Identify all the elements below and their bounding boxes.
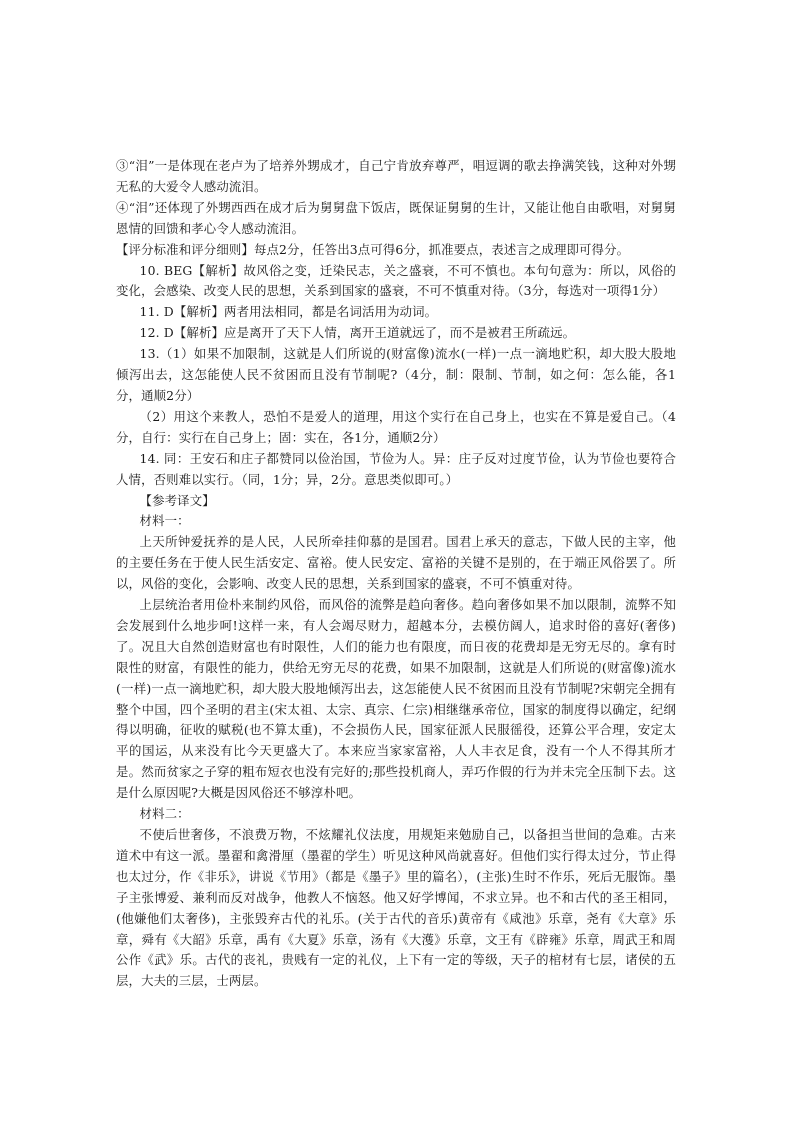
answer-11: 11. D【解析】两者用法相同，都是名词活用为动词。 <box>139 304 438 320</box>
answer-14: 14. 同：王安石和庄子都赞同以俭治国，节俭为人。异：庄子反对过度节俭，认为节俭也要符合人情，否则难以实行。（同，1分；异，2分。意思类似即可。） <box>116 450 676 487</box>
document-body <box>116 156 676 992</box>
answer-13-2: （2）用这个来教人，恐怕不是爱人的道理，用这个实行在自己身上，也实在不算是爱自己。（4分，自行：实行在自己身上；固：实在，各1分，通顺2分） <box>116 408 676 445</box>
material-1-paragraph: 上天所钟爱抚养的是人民，人民所牵挂仰慕的是国君。国君上承天的意志，下做人民的主宰，他的主要任务在于使人民生活安定、富裕。使人民安定、富裕的关键不是别的，在于端正风俗罢了。所以，风俗的变化，会影响、改变人民的思想，关系到国家的盛衰，不可不慎重对待。 <box>116 534 676 592</box>
answer-paragraph-4: ④“泪”还体现了外甥西西在成才后为舅舅盘下饭店，既保证舅舅的生计，又能让他自由歌唱，对舅舅恩情的回馈和孝心令人感动流泪。 <box>116 199 676 236</box>
answer-13-1: 13.（1）如果不加限制，这就是人们所说的(财富像)流水(一样)一点一滴地贮积，却大股大股地倾泻出去，这怎能使人民不贫困而且没有节制呢?（4分，制：限制、节制，如之何：怎么能，各1分，通顺2分） <box>116 346 676 403</box>
scoring-criteria: 【评分标准和评分细则】每点2分，任答出3点可得6分，抓准要点，表述言之成理即可得分。 <box>116 241 630 257</box>
material-1-title: 材料一： <box>139 513 190 529</box>
material-2-title: 材料二： <box>139 806 190 822</box>
translation-heading: 【参考译文】 <box>139 492 215 508</box>
material-2-paragraph: 不使后世奢侈，不浪费万物，不炫耀礼仪法度，用规矩来勉励自己，以备担当世间的急难。古来道术中有这一派。墨翟和禽滑厘（墨翟的学生）听见这种风尚就喜好。但他们实行得太过分，节止得也太过分，作《非乐》，讲说《节用》（都是《墨子》里的篇名），(主张)生时不作乐，死后无服饰。墨子主张博爱、兼利而反对战争，他教人不恼怒。他又好学博闻，不求立异。也不和古代的圣王相同，(他嫌他们太奢侈)，主张毁弃古代的礼乐。(关于古代的音乐)黄帝有《咸池》乐章，尧有《大章》乐章，舜有《大韶》乐章，禹有《大夏》乐章，汤有《大濩》乐章，文王有《辟雍》乐章，周武王和周公作《武》乐。古代的丧礼，贵贱有一定的礼仪，上下有一定的等级，天子的棺材有七层，诸侯的五层，大夫的三层，士两层。 <box>116 827 676 989</box>
answer-12: 12. D【解析】应是离开了天下人情，离开王道就远了，而不是被君王所疏远。 <box>139 325 576 341</box>
answer-10: 10. BEG【解析】故风俗之变，迁染民志，关之盛衰，不可不慎也。本句句意为：所以，风俗的变化，会感染、改变人民的思想，关系到国家的盛衰，不可不慎重对待。（3分，每选对一项得1分） <box>116 262 676 299</box>
answer-paragraph-3: ③“泪”一是体现在老卢为了培养外甥成才，自己宁肯放弃尊严，唱逗调的歌去挣满笑钱，这种对外甥无私的大爱令人感动流泪。 <box>116 158 676 194</box>
material-1-paragraph: 上层统治者用俭朴来制约风俗，而风俗的流弊是趋向奢侈。趋向奢侈如果不加以限制，流弊不知会发展到什么地步呵!这样一来，有人会竭尽财力，超越本分，去模仿阔人，追求时俗的喜好(奢侈)了。况且大自然创造财富也有时限性，人们的能力也有限度，而日夜的花费却是无穷无尽的。拿有时限性的财富，有限性的能力，供给无穷无尽的花费，如果不加限制，这就是人们所说的(财富像)流水(一样)一点一滴地贮积，却大股大股地倾泻出去，这怎能使人民不贫困而且没有节制呢?宋朝完全拥有整个中国，四个圣明的君主(宋太祖、太宗、真宗、仁宗)相继继承帝位，国家的制度得以确定，纪纲得以明确，征收的赋税(也不算太重)，不会损伤人民，国家征派人民服徭役，还算公平合理，安定太平的国运，从来没有比今天更盛大了。本来应当家家富裕，人人丰衣足食，没有一个人不得其所才是。然而贫家之子穿的粗布短衣也没有完好的;那些投机商人，弄巧作假的行为并未完全压制下去。这是什么原因呢?大概是因风俗还不够淳朴吧。 <box>116 597 676 801</box>
